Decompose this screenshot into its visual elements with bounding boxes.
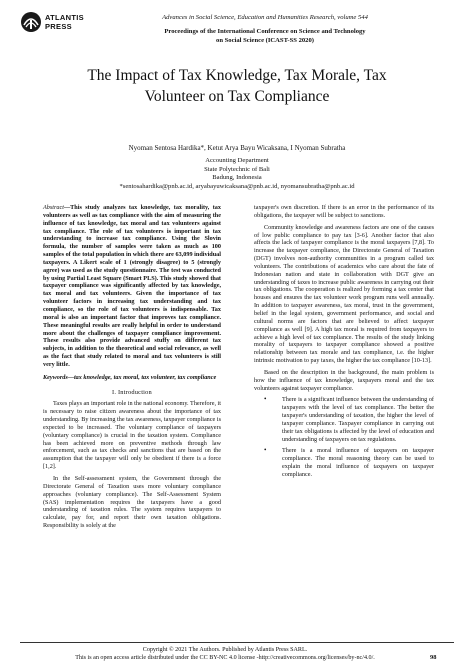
list-item: • There is a moral influence of taxpayers on taxpayer compliance. The moral reasoning theory can be used to explain the moral influence of taxpayers on taxpayer compliance. [254,447,434,478]
license-line: This is an open access article distributed under the CC BY-NC 4.0 license -http://creativecommons.org/licenses/by-nc/4.0/. [75,655,375,662]
author-emails: *sentosahardika@pnb.ac.id, aryabayuwicaksana@pnb.ac.id, nyomansubratha@pnb.ac.id [119,182,355,190]
abstract-label: Abstract [43,204,64,211]
hypotheses-list [254,396,434,478]
copyright-line: Copyright © 2021 The Authors. Published by Atlantis Press SARL. [142,647,308,653]
intro-paragraph-1: Taxes plays an important role in the national economy. Therefore, it is necessary to raise citizen awareness about the importance of tax understanding. By increasing the tax awareness, taxpayer compliance is expected to be increased. The voluntary compliance of taxpayers (voluntary compliance) is crucial in the taxation system. Compliance has been achieved more on preventive methods through law enforcement, such as tax checks and sanctions that are based on the assumption that the taxpayer will only be obedient if there is a force [1,2]. [43,400,221,471]
proceedings-title [95,27,435,45]
abstract [43,204,221,369]
title-line1: The Impact of Tax Knowledge, Tax Morale, Tax [87,67,387,84]
journal-series: Advances in Social Science, Education and Humanities Research, volume 544 [162,14,368,21]
title-line2: Volunteer on Tax Compliance [144,88,330,105]
atlantis-logo-icon [20,11,42,33]
keywords: Keywords—tax knowledge, tax moral, tax volunteer, tax compliance [43,373,217,381]
right-paragraph-1: Community knowledge and awareness factors are one of the causes of low public compliance to pay tax [3-6]. Another factor that also affects the lack of taxpayer compliance is the moral taxpayers [7,8]. To increase the taxpayer compliance, the Directorate General of Taxation (DGT) involves non-authority communities in a program called tax volunteers. The contributions of academics who care about the fate of Indonesian nation and state in collaboration with DGT give an understanding of taxes to increase public awareness in carrying out their tax obligations. The cooperation is realized by forming a tax center that houses and ensures the tax volunteer work program runs well annually. In addition to taxpayer awareness, tax moral, trust in the government, belief in the legal system, government performance, and social and cultural norms are factors that are believed to affect taxpayer compliance as well [9]. A high tax moral is required from taxpayers to achieve a high level of tax compliance. The results of the study linking morality of taxpayers to taxpayer compliance showed a positive relationship between tax morale and tax compliance, i.e. the higher intrinsic motivation to pay taxes, the higher the tax compliance [10-13]. [254,223,434,365]
proceedings-line1: Proceedings of the International Conference on Science and Technology [164,28,366,35]
affiliation-dept: Accounting Department [205,157,269,164]
paper-title [20,65,454,107]
right-paragraph-0: taxpayer's own discretion. If there is an error in the performance of its obligations, the taxpayer will be subject to sanctions. [254,204,434,219]
proceedings-line2: on Social Science (ICAST-SS 2020) [216,37,314,44]
intro-paragraph-2: In the Self-assessment system, the Government through the Directorate General of Taxation uses more voluntary compliance approaches (voluntary compliance). The Self-Assessment System (SAS) implementation requires the taxpayers have a good understanding of taxation rules. The system requires taxpayers to calculate, pay for, and report their own taxation obligations. Responsibility is solely at the [43,475,221,530]
footer-divider [20,642,454,643]
right-paragraph-2: Based on the description in the background, the main problem is how the influence of tax knowledge, taxpayers moral and the tax volunteers against taxpayer compliance. [254,368,434,392]
author-list: Nyoman Sentosa Hardika*, Ketut Arya Bayu Wicaksana, I Nyoman Subratha [128,144,346,152]
right-column [254,204,434,483]
section-heading-introduction: I. Introduction [112,388,152,396]
list-item: • There is a significant influence between the understanding of taxpayers with the level of tax compliance. The better the taxpayer's understanding of taxation, the higher the level of taxpayer compliance. Taxpayer compliance in carrying out their tax obligations is affected by the level of education and understanding of taxpayers on tax regulations. [254,396,434,443]
left-column [43,204,221,534]
copyright-footer [20,646,430,662]
logo-line2: PRESS [45,22,72,31]
logo-line1: ATLANTIS [45,13,84,22]
page-number: 98 [430,654,437,661]
affiliation-institution: State Polytechnic of Bali [204,165,270,173]
affiliation [20,157,454,191]
affiliation-city: Badung, Indonesia [212,174,262,182]
publisher-logo [20,9,92,35]
abstract-text: —This study analyzes tax knowledge, tax morality, tax volunteers as well as tax compliance with the aim of measuring the influence of tax knowledge, tax moral and tax volunteers against tax compliance. The role of tax volunteers is important in tax understanding to increase tax compliance. Using the Slovin formula, the number of samples were taken as much as 100 samples of the total population in which there are 63,099 individual taxpayers. A Likert scale of 1 (strongly disagree) to 5 (strongly agree) was used as the study questionnaire. The test was conducted by using Partial Least Square (Smart PLS). This study showed that taxpayer compliance was significantly affected by tax knowledge, tax moral and tax volunteers. Given the importance of tax volunteer factors in increasing tax understanding and tax compliance, so the role of tax volunteers is indispensable. Tax moral is also an important factor that improves tax compliance. These meaningful results are really helpful in order to understand more about the challenges of taxpayer compliance improvement. These results also provide advanced stuffy on different tax subjects, in addition to the theoretical and social relevance, as well as the fact that study related to moral and tax volunteers is still very little. [43,204,221,368]
